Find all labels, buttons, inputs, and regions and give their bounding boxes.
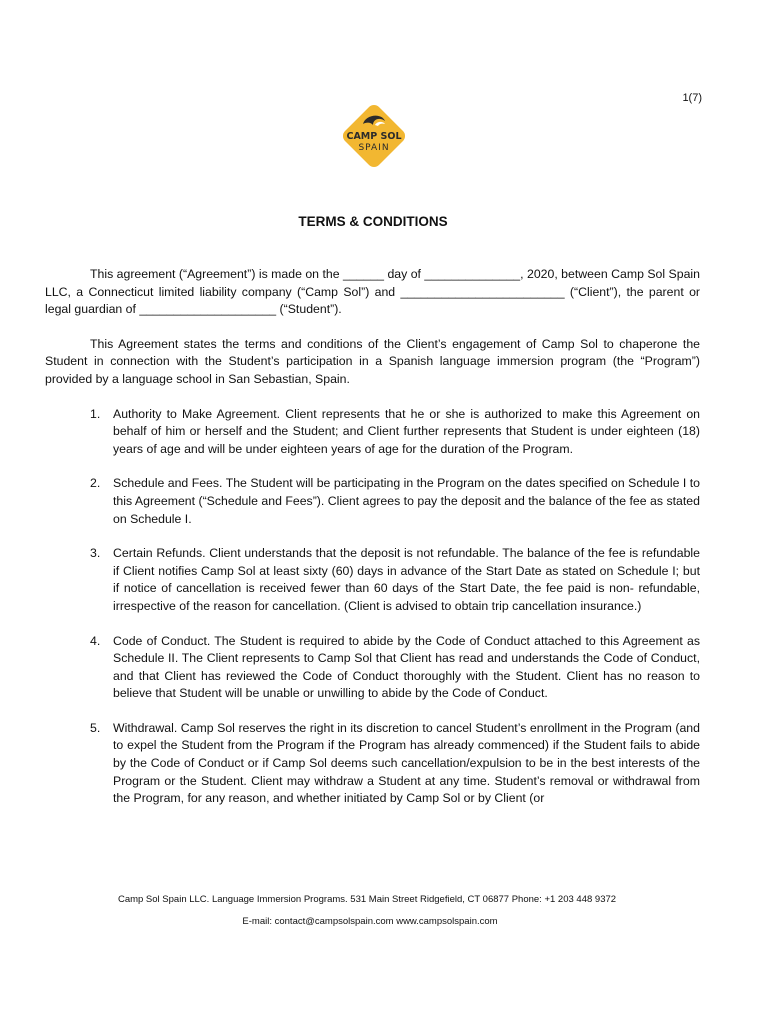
clause-item xyxy=(45,475,700,528)
clause-number: 3. xyxy=(90,546,101,561)
intro-paragraph: This agreement (“Agreement”) is made on the ______ day of ______________, 2020, between Camp Sol Spain LLC, a Connecticut limited liability company (“Camp Sol”) and ________________________ (“Client”), the parent or legal guardian of ____________________ (“Student”). xyxy=(45,267,700,317)
clause-text: Certain Refunds. Client understands that the deposit is not refundable. The balance of the fee is refundable if Client notifies Camp Sol at least sixty (60) days in advance of the Start Date as stated on Schedule I; but if notice of cancellation is received fewer than 60 days of the Start Date, the fee paid is non- refundable, irrespective of the reason for cancellation. (Client is advised to obtain trip cancellation insurance.) xyxy=(113,546,700,613)
page-number: 1(7) xyxy=(682,92,702,104)
clause-item xyxy=(45,720,700,808)
clause-number: 4. xyxy=(90,633,101,648)
camp-sol-logo xyxy=(335,97,413,175)
document-title: TERMS & CONDITIONS xyxy=(298,214,448,229)
clause-item xyxy=(45,406,700,459)
logo-text-line1: CAMP SOL xyxy=(346,131,402,142)
clause-number: 5. xyxy=(90,720,101,735)
footer-contact: E-mail: contact@campsolspain.com www.campsolspain.com xyxy=(242,916,498,927)
clause-number: 2. xyxy=(90,476,101,491)
scope-paragraph: This Agreement states the terms and conditions of the Client’s engagement of Camp Sol to chaperone the Student in connection with the Student’s participation in a Spanish language immersion program (the “Program”) provided by a language school in San Sebastian, Spain. xyxy=(45,336,700,386)
clause-text: Authority to Make Agreement. Client represents that he or she is authorized to make this Agreement on behalf of him or herself and the Student; and Client further represents that Student is under eighteen (18) years of age and will be under eighteen years of age for the duration of the Program. xyxy=(113,406,700,456)
clause-item xyxy=(45,633,700,703)
clause-text: Code of Conduct. The Student is required to abide by the Code of Conduct attached to this Agreement as Schedule II. The Client represents to Camp Sol that Client has read and understands the Code of Conduct, and that Client has reviewed the Code of Conduct thoroughly with the Student. Client has no reason to believe that Student will be unable or unwilling to abide by the Code of Conduct. xyxy=(113,633,700,701)
clause-number: 1. xyxy=(90,406,101,421)
clause-item xyxy=(45,545,700,615)
footer-address: Camp Sol Spain LLC. Language Immersion Programs. 531 Main Street Ridgefield, CT 06877 Phone: +1 203 448 9372 xyxy=(117,894,617,905)
clause-list xyxy=(45,406,700,808)
document-body xyxy=(45,266,700,825)
clause-text: Withdrawal. Camp Sol reserves the right in its discretion to cancel Student’s enrollment in the Program (and to expel the Student from the Program if the Program has already commenced) if the Student fails to abide by the Code of Conduct or if Camp Sol deems such cancellation/expulsion to be in the best interests of the Program or the Student. Client may withdraw a Student at any time. Student’s removal or withdrawal from the Program, for any reason, and whether initiated by Camp Sol or by Client (or xyxy=(113,720,700,806)
logo-text-line2: SPAIN xyxy=(358,143,390,153)
clause-text: Schedule and Fees. The Student will be participating in the Program on the dates specified on Schedule I to this Agreement (“Schedule and Fees”). Client agrees to pay the deposit and the balance of the fee as stated on Schedule I. xyxy=(113,476,700,526)
